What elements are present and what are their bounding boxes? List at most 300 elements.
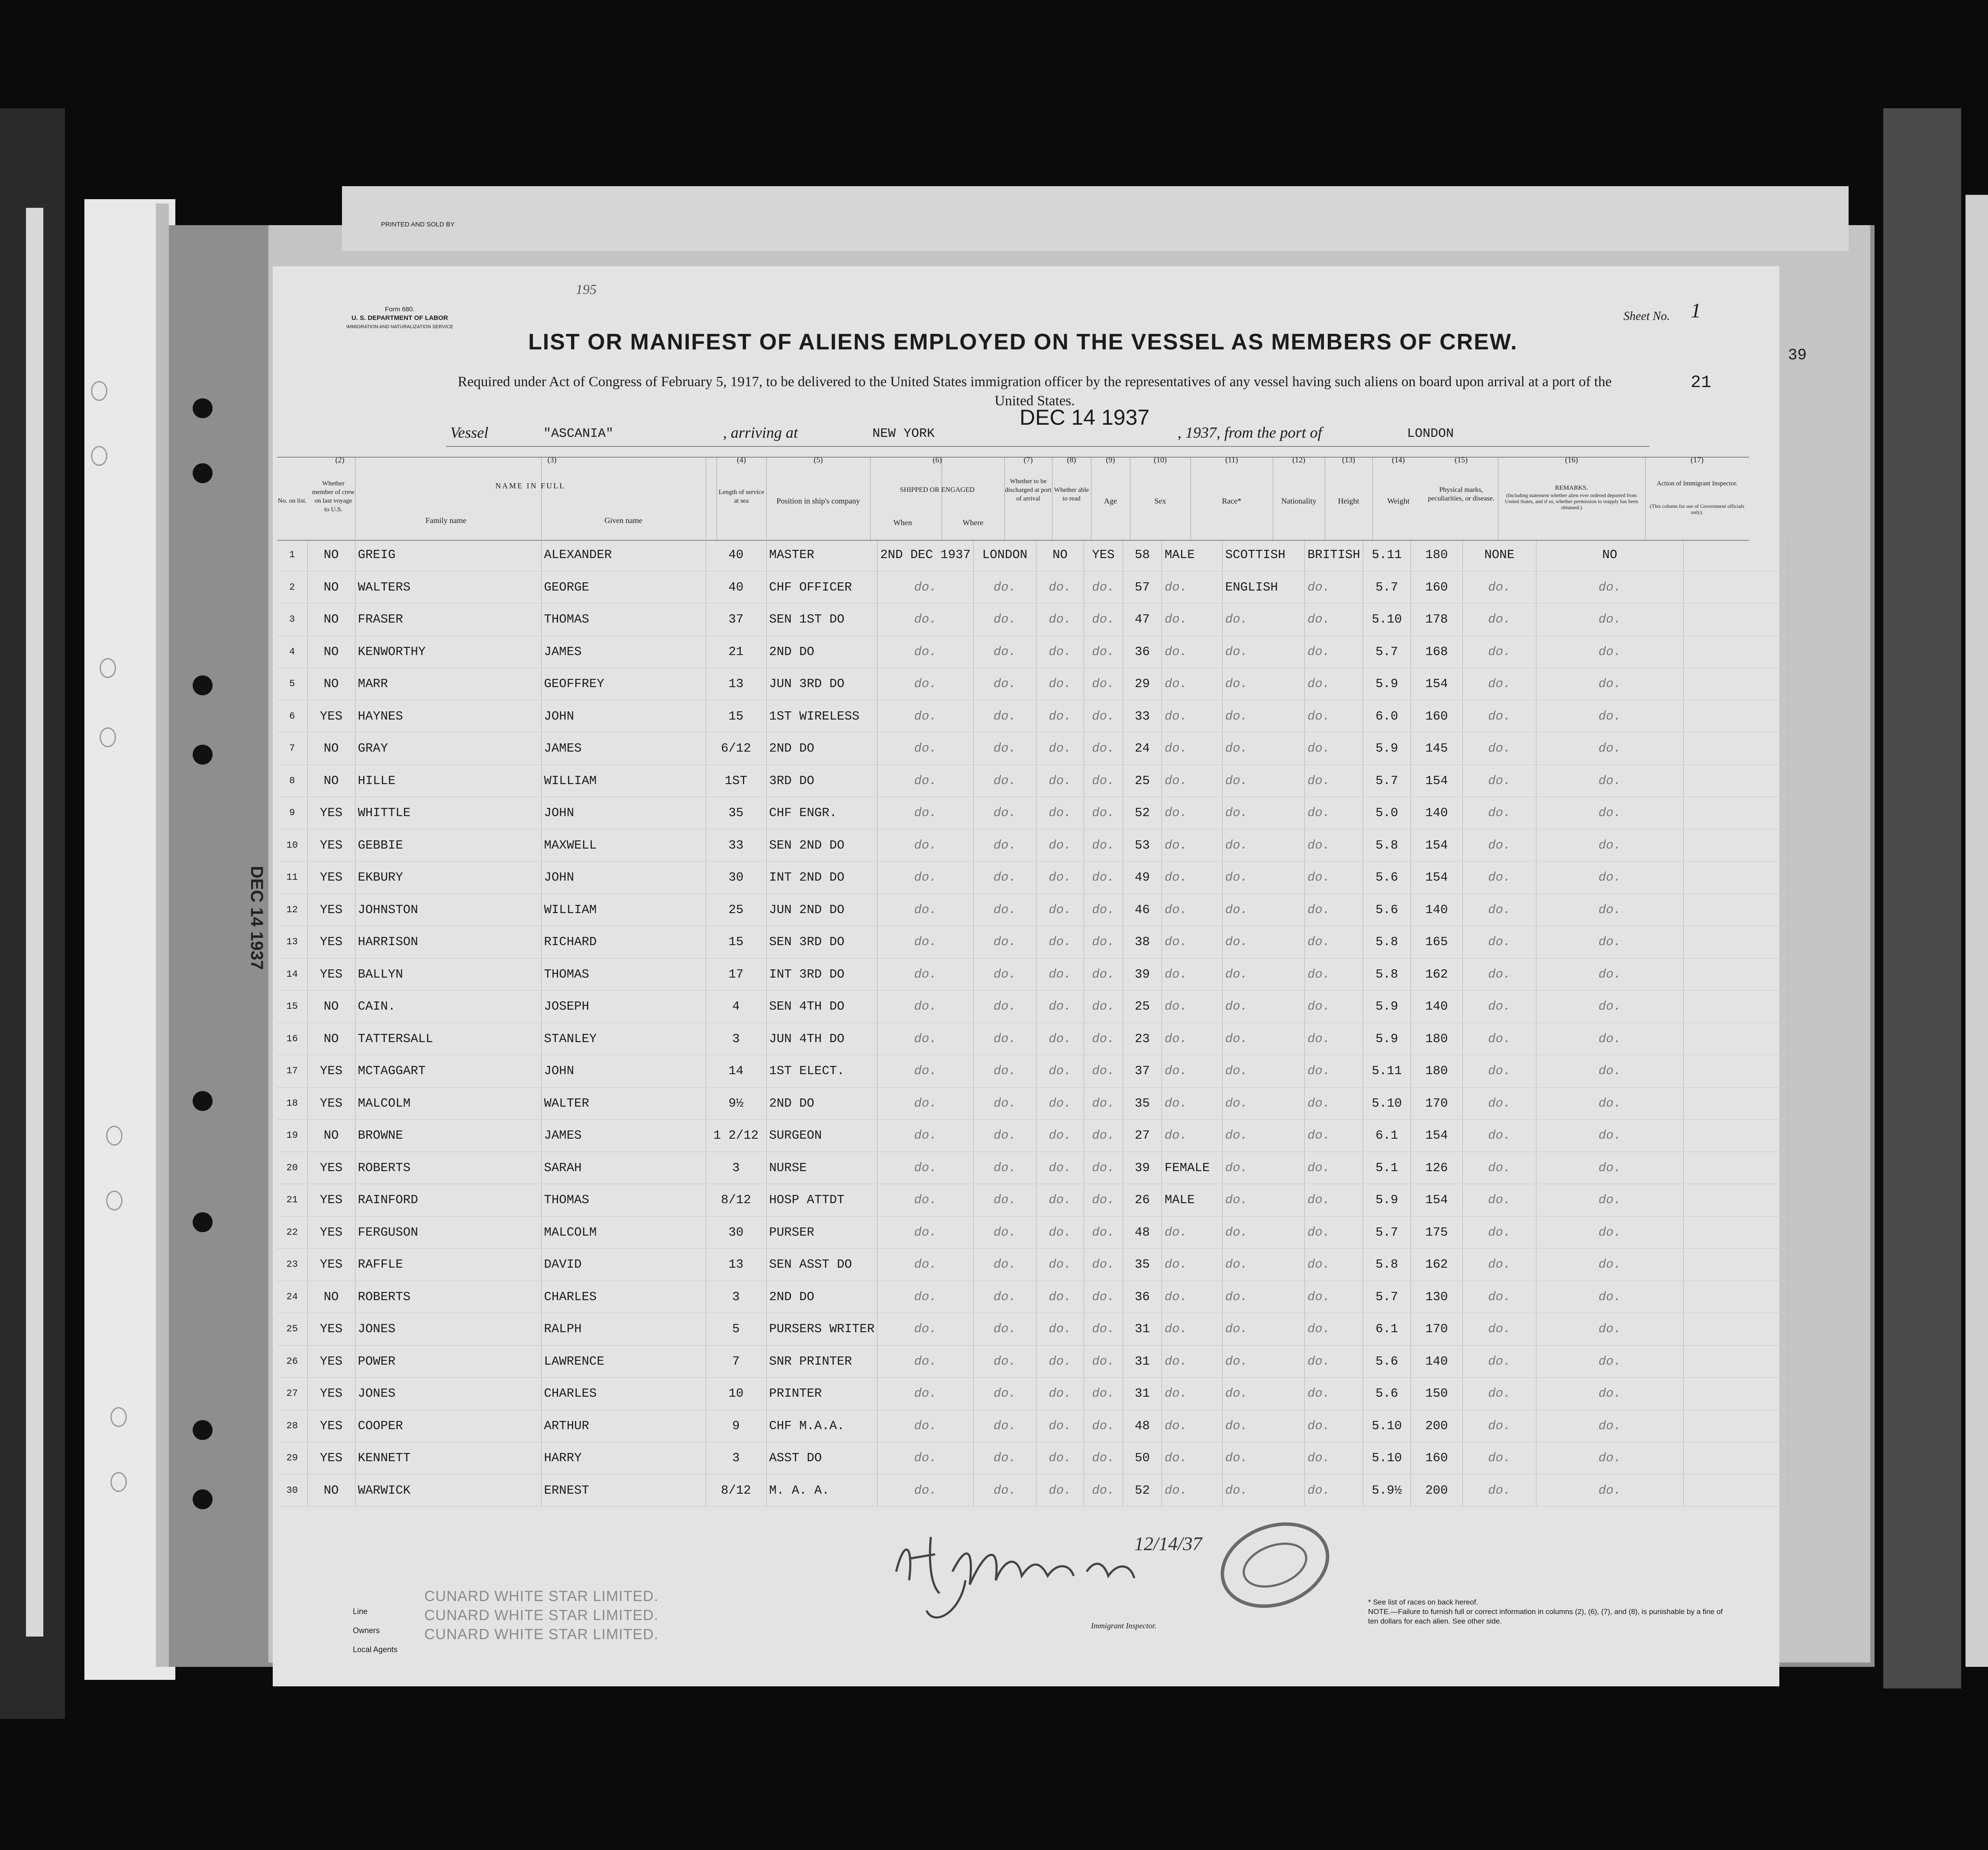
inspector-action-cell <box>1683 1152 1787 1184</box>
physical-marks-cell: do. <box>1462 797 1536 830</box>
shipped-when-cell: do. <box>878 1055 974 1088</box>
last-voyage-cell: YES <box>307 894 355 926</box>
shipped-where-cell: do. <box>973 1345 1036 1378</box>
race-cell: do. <box>1222 1410 1304 1442</box>
physical-marks-cell: do. <box>1462 1120 1536 1152</box>
weight-cell: 178 <box>1410 604 1462 636</box>
last-voyage-cell: NO <box>307 1120 355 1152</box>
position-cell: INT 2ND DO <box>766 862 878 894</box>
family-name-cell: MCTAGGART <box>355 1055 541 1088</box>
given-name-cell: JOHN <box>541 797 706 830</box>
sex-cell: do. <box>1162 1120 1222 1152</box>
shipped-when-cell: do. <box>878 1152 974 1184</box>
shipped-where-cell: do. <box>973 797 1036 830</box>
binder-hole <box>193 1212 213 1232</box>
sex-cell: do. <box>1162 1474 1222 1507</box>
height-cell: 5.11 <box>1363 539 1410 571</box>
agents-stamp: CUNARD WHITE STAR LIMITED. <box>424 1626 659 1643</box>
remarks-cell: NO <box>1536 539 1683 571</box>
age-cell: 39 <box>1123 1152 1162 1184</box>
discharged-cell: do. <box>1036 829 1084 862</box>
given-name-cell: ALEXANDER <box>541 539 706 571</box>
nationality-cell: do. <box>1304 1442 1363 1475</box>
discharged-cell: do. <box>1036 958 1084 991</box>
remarks-cell: do. <box>1536 894 1683 926</box>
table-row <box>277 1281 1787 1313</box>
age-cell: 47 <box>1123 604 1162 636</box>
nationality-cell: do. <box>1304 1345 1363 1378</box>
row-number: 8 <box>277 765 307 797</box>
last-voyage-cell: YES <box>307 862 355 894</box>
able-to-read-cell: do. <box>1084 797 1123 830</box>
hdr-shipped: SHIPPED OR ENGAGED <box>900 486 975 494</box>
age-cell: 52 <box>1123 797 1162 830</box>
inspector-action-cell <box>1683 926 1787 959</box>
remarks-cell: do. <box>1536 1410 1683 1442</box>
shipped-where-cell: do. <box>973 1313 1036 1346</box>
able-to-read-cell: do. <box>1084 829 1123 862</box>
given-name-cell: JOHN <box>541 862 706 894</box>
age-cell: 26 <box>1123 1184 1162 1217</box>
binder-ring <box>110 1472 127 1492</box>
shipped-where-cell: do. <box>973 571 1036 604</box>
shipped-when-cell: do. <box>878 668 974 701</box>
inspector-action-cell <box>1683 1281 1787 1313</box>
form-header-block <box>346 305 453 331</box>
col-num-17: (17) <box>1691 455 1704 464</box>
race-cell: do. <box>1222 797 1304 830</box>
weight-cell: 150 <box>1410 1378 1462 1410</box>
inspector-action-cell <box>1683 539 1787 571</box>
sex-cell: FEMALE <box>1162 1152 1222 1184</box>
physical-marks-cell: do. <box>1462 1378 1536 1410</box>
weight-cell: 154 <box>1410 668 1462 701</box>
discharged-cell: do. <box>1036 894 1084 926</box>
family-name-cell: GREIG <box>355 539 541 571</box>
given-name-cell: JOHN <box>541 700 706 733</box>
given-name-cell: THOMAS <box>541 604 706 636</box>
able-to-read-cell: do. <box>1084 1087 1123 1120</box>
able-to-read-cell: YES <box>1084 539 1123 571</box>
position-cell: PRINTER <box>766 1378 878 1410</box>
height-cell: 5.6 <box>1363 1378 1410 1410</box>
nationality-cell: do. <box>1304 926 1363 959</box>
last-voyage-cell: YES <box>307 1249 355 1281</box>
column-headers <box>277 457 1749 541</box>
table-row <box>277 1410 1787 1442</box>
sex-cell: do. <box>1162 668 1222 701</box>
row-number: 4 <box>277 636 307 668</box>
last-voyage-cell: NO <box>307 668 355 701</box>
age-cell: 38 <box>1123 926 1162 959</box>
remarks-cell: do. <box>1536 829 1683 862</box>
race-cell: do. <box>1222 991 1304 1023</box>
row-number: 22 <box>277 1216 307 1249</box>
family-name-cell: MALCOLM <box>355 1087 541 1120</box>
physical-marks-cell: do. <box>1462 991 1536 1023</box>
able-to-read-cell: do. <box>1084 765 1123 797</box>
age-cell: 50 <box>1123 1442 1162 1475</box>
able-to-read-cell: do. <box>1084 1120 1123 1152</box>
discharged-cell: do. <box>1036 733 1084 765</box>
col-num-3: (3) <box>547 455 557 464</box>
sex-cell: do. <box>1162 1055 1222 1088</box>
sex-cell: do. <box>1162 991 1222 1023</box>
last-voyage-cell: YES <box>307 1378 355 1410</box>
physical-marks-cell: do. <box>1462 1152 1536 1184</box>
last-voyage-cell: YES <box>307 1184 355 1217</box>
height-cell: 5.0 <box>1363 797 1410 830</box>
length-of-service-cell: 9½ <box>706 1087 766 1120</box>
physical-marks-cell: NONE <box>1462 539 1536 571</box>
physical-marks-cell: do. <box>1462 700 1536 733</box>
shipped-when-cell: do. <box>878 765 974 797</box>
table-row <box>277 797 1787 830</box>
age-cell: 48 <box>1123 1410 1162 1442</box>
hdr-able-read: Whether able to read <box>1054 487 1089 502</box>
weight-cell: 154 <box>1410 829 1462 862</box>
shipped-when-cell: do. <box>878 1216 974 1249</box>
row-number: 1 <box>277 539 307 571</box>
nationality-cell: do. <box>1304 571 1363 604</box>
race-cell: do. <box>1222 733 1304 765</box>
given-name-cell: CHARLES <box>541 1378 706 1410</box>
shipped-where-cell: do. <box>973 1055 1036 1088</box>
col-num-10: (10) <box>1154 455 1167 464</box>
shipped-when-cell: do. <box>878 571 974 604</box>
physical-marks-cell: do. <box>1462 958 1536 991</box>
table-row <box>277 1087 1787 1120</box>
height-cell: 6.1 <box>1363 1120 1410 1152</box>
inspector-action-cell <box>1683 1087 1787 1120</box>
physical-marks-cell: do. <box>1462 571 1536 604</box>
shipped-when-cell: do. <box>878 700 974 733</box>
age-cell: 37 <box>1123 1055 1162 1088</box>
hdr-where: Where <box>962 518 984 527</box>
last-voyage-cell: NO <box>307 765 355 797</box>
sex-cell: do. <box>1162 958 1222 991</box>
physical-marks-cell: do. <box>1462 1216 1536 1249</box>
nationality-cell: BRITISH <box>1304 539 1363 571</box>
physical-marks-cell: do. <box>1462 1442 1536 1475</box>
binder-hole <box>193 463 213 483</box>
table-row <box>277 1378 1787 1410</box>
able-to-read-cell: do. <box>1084 1442 1123 1475</box>
footer-note-races: * See list of races on back hereof. <box>1368 1598 1478 1606</box>
voyage-rule <box>446 446 1649 447</box>
given-name-cell: JOHN <box>541 1055 706 1088</box>
height-cell: 5.7 <box>1363 636 1410 668</box>
given-name-cell: THOMAS <box>541 1184 706 1217</box>
shipped-when-cell: do. <box>878 797 974 830</box>
remarks-cell: do. <box>1536 1023 1683 1055</box>
inspector-action-cell <box>1683 668 1787 701</box>
nationality-cell: do. <box>1304 1281 1363 1313</box>
family-name-cell: HAYNES <box>355 700 541 733</box>
position-cell: 1ST WIRELESS <box>766 700 878 733</box>
sex-cell: do. <box>1162 1378 1222 1410</box>
last-voyage-cell: YES <box>307 700 355 733</box>
discharged-cell: do. <box>1036 1313 1084 1346</box>
top-sheet <box>342 186 1849 251</box>
binder-ring <box>110 1407 127 1427</box>
height-cell: 5.8 <box>1363 926 1410 959</box>
table-row <box>277 829 1787 862</box>
able-to-read-cell: do. <box>1084 991 1123 1023</box>
family-name-cell: CAIN. <box>355 991 541 1023</box>
height-cell: 5.7 <box>1363 765 1410 797</box>
weight-cell: 130 <box>1410 1281 1462 1313</box>
table-row <box>277 1345 1787 1378</box>
discharged-cell: do. <box>1036 797 1084 830</box>
able-to-read-cell: do. <box>1084 604 1123 636</box>
printer-strip: PRINTED AND SOLD BY <box>381 221 455 228</box>
last-voyage-cell: NO <box>307 604 355 636</box>
binder-hole <box>193 745 213 765</box>
position-cell: 2ND DO <box>766 733 878 765</box>
able-to-read-cell: do. <box>1084 1249 1123 1281</box>
inspector-action-cell <box>1683 571 1787 604</box>
remarks-cell: do. <box>1536 1184 1683 1217</box>
weight-cell: 180 <box>1410 1023 1462 1055</box>
length-of-service-cell: 15 <box>706 700 766 733</box>
nationality-cell: do. <box>1304 1184 1363 1217</box>
table-row <box>277 604 1787 636</box>
shipped-when-cell: do. <box>878 991 974 1023</box>
nationality-cell: do. <box>1304 862 1363 894</box>
department: U. S. DEPARTMENT OF LABOR <box>351 314 448 322</box>
race-cell: do. <box>1222 926 1304 959</box>
remarks-cell: do. <box>1536 765 1683 797</box>
sex-cell: do. <box>1162 1249 1222 1281</box>
shipped-where-cell: do. <box>973 604 1036 636</box>
race-cell: do. <box>1222 1281 1304 1313</box>
shipped-where-cell: do. <box>973 700 1036 733</box>
footer-note-fine: NOTE.—Failure to furnish full or correct information in columns (2), (6), (7), and (8), is punishable by a fine of ten dollars for each alien. See other side. <box>1368 1608 1723 1625</box>
office-stamp <box>1212 1515 1338 1615</box>
discharged-cell: do. <box>1036 1023 1084 1055</box>
last-voyage-cell: NO <box>307 1474 355 1507</box>
shipped-when-cell: do. <box>878 1087 974 1120</box>
able-to-read-cell: do. <box>1084 926 1123 959</box>
col-num-11: (11) <box>1225 455 1238 464</box>
last-voyage-cell: YES <box>307 1055 355 1088</box>
height-cell: 5.9 <box>1363 668 1410 701</box>
shipped-where-cell: do. <box>973 926 1036 959</box>
length-of-service-cell: 3 <box>706 1023 766 1055</box>
discharged-cell: do. <box>1036 862 1084 894</box>
discharged-cell: do. <box>1036 1410 1084 1442</box>
col-num-12: (12) <box>1292 455 1305 464</box>
age-cell: 49 <box>1123 862 1162 894</box>
length-of-service-cell: 9 <box>706 1410 766 1442</box>
race-cell: do. <box>1222 862 1304 894</box>
nationality-cell: do. <box>1304 797 1363 830</box>
inspector-action-cell <box>1683 1184 1787 1217</box>
length-of-service-cell: 40 <box>706 539 766 571</box>
given-name-cell: JOSEPH <box>541 991 706 1023</box>
owners-label: Owners <box>353 1626 380 1635</box>
weight-cell: 160 <box>1410 1442 1462 1475</box>
height-cell: 5.8 <box>1363 1249 1410 1281</box>
physical-marks-cell: do. <box>1462 1055 1536 1088</box>
binder-hole <box>193 398 213 418</box>
last-voyage-cell: YES <box>307 829 355 862</box>
inspector-action-cell <box>1683 1249 1787 1281</box>
row-number: 26 <box>277 1345 307 1378</box>
shipped-when-cell: do. <box>878 1249 974 1281</box>
remarks-cell: do. <box>1536 571 1683 604</box>
discharged-cell: do. <box>1036 1345 1084 1378</box>
age-cell: 31 <box>1123 1313 1162 1346</box>
nationality-cell: do. <box>1304 1087 1363 1120</box>
sex-cell: do. <box>1162 1345 1222 1378</box>
shipped-when-cell: do. <box>878 604 974 636</box>
race-cell: do. <box>1222 1023 1304 1055</box>
position-cell: SEN ASST DO <box>766 1249 878 1281</box>
length-of-service-cell: 6/12 <box>706 733 766 765</box>
shipped-where-cell: do. <box>973 1120 1036 1152</box>
shipped-where-cell: do. <box>973 991 1036 1023</box>
able-to-read-cell: do. <box>1084 1378 1123 1410</box>
hdr-given-name: Given name <box>604 516 642 525</box>
length-of-service-cell: 3 <box>706 1442 766 1475</box>
length-of-service-cell: 3 <box>706 1152 766 1184</box>
sheet-label: Sheet No. <box>1623 310 1670 323</box>
length-of-service-cell: 1ST <box>706 765 766 797</box>
position-cell: SEN 2ND DO <box>766 829 878 862</box>
col-num-4: (4) <box>737 455 746 464</box>
sex-cell: do. <box>1162 733 1222 765</box>
inspector-action-cell <box>1683 1378 1787 1410</box>
nationality-cell: do. <box>1304 829 1363 862</box>
discharged-cell: do. <box>1036 1281 1084 1313</box>
given-name-cell: HARRY <box>541 1442 706 1475</box>
vessel-name: "ASCANIA" <box>543 426 614 441</box>
position-cell: JUN 4TH DO <box>766 1023 878 1055</box>
able-to-read-cell: do. <box>1084 862 1123 894</box>
family-name-cell: POWER <box>355 1345 541 1378</box>
physical-marks-cell: do. <box>1462 1281 1536 1313</box>
sex-cell: do. <box>1162 571 1222 604</box>
last-voyage-cell: NO <box>307 1281 355 1313</box>
position-cell: 1ST ELECT. <box>766 1055 878 1088</box>
family-name-cell: WALTERS <box>355 571 541 604</box>
position-cell: SEN 1ST DO <box>766 604 878 636</box>
hdr-name-in-full: NAME IN FULL <box>495 481 565 490</box>
hdr-weight: Weight <box>1387 497 1410 505</box>
shipped-where-cell: do. <box>973 1378 1036 1410</box>
age-cell: 35 <box>1123 1249 1162 1281</box>
able-to-read-cell: do. <box>1084 1474 1123 1507</box>
table-row <box>277 1442 1787 1475</box>
race-cell: do. <box>1222 1442 1304 1475</box>
position-cell: PURSERS WRITER <box>766 1313 878 1346</box>
given-name-cell: ARTHUR <box>541 1410 706 1442</box>
shipped-where-cell: do. <box>973 862 1036 894</box>
shipped-when-cell: do. <box>878 1023 974 1055</box>
col-num-2: (2) <box>335 455 345 464</box>
given-name-cell: THOMAS <box>541 958 706 991</box>
nationality-cell: do. <box>1304 1249 1363 1281</box>
shipped-when-cell: do. <box>878 829 974 862</box>
sex-cell: MALE <box>1162 1184 1222 1217</box>
able-to-read-cell: do. <box>1084 1410 1123 1442</box>
row-number: 11 <box>277 862 307 894</box>
able-to-read-cell: do. <box>1084 668 1123 701</box>
family-name-cell: FRASER <box>355 604 541 636</box>
race-cell: do. <box>1222 958 1304 991</box>
binder-hole <box>193 1420 213 1440</box>
nationality-cell: do. <box>1304 765 1363 797</box>
remarks-cell: do. <box>1536 1345 1683 1378</box>
last-voyage-cell: YES <box>307 958 355 991</box>
family-name-cell: COOPER <box>355 1410 541 1442</box>
given-name-cell: JAMES <box>541 1120 706 1152</box>
table-row <box>277 926 1787 959</box>
length-of-service-cell: 30 <box>706 862 766 894</box>
row-number: 21 <box>277 1184 307 1217</box>
discharged-cell: do. <box>1036 1184 1084 1217</box>
row-number: 20 <box>277 1152 307 1184</box>
able-to-read-cell: do. <box>1084 1216 1123 1249</box>
family-name-cell: WHITTLE <box>355 797 541 830</box>
shipped-where-cell: do. <box>973 1216 1036 1249</box>
last-voyage-cell: YES <box>307 1216 355 1249</box>
race-cell: do. <box>1222 1249 1304 1281</box>
row-number: 12 <box>277 894 307 926</box>
length-of-service-cell: 3 <box>706 1281 766 1313</box>
height-cell: 5.9 <box>1363 1184 1410 1217</box>
family-name-cell: HILLE <box>355 765 541 797</box>
age-cell: 31 <box>1123 1345 1162 1378</box>
shipped-when-cell: 2ND DEC 1937 <box>878 539 974 571</box>
remarks-cell: do. <box>1536 1442 1683 1475</box>
shipped-where-cell: do. <box>973 733 1036 765</box>
last-voyage-cell: YES <box>307 1410 355 1442</box>
hdr-nationality: Nationality <box>1281 497 1317 505</box>
row-number: 30 <box>277 1474 307 1507</box>
shipped-where-cell: LONDON <box>973 539 1036 571</box>
given-name-cell: MAXWELL <box>541 829 706 862</box>
line-label: Line <box>353 1607 368 1616</box>
hdr-race: Race* <box>1222 497 1242 505</box>
height-cell: 6.1 <box>1363 1313 1410 1346</box>
position-cell: SEN 3RD DO <box>766 926 878 959</box>
discharged-cell: do. <box>1036 1055 1084 1088</box>
age-cell: 24 <box>1123 733 1162 765</box>
race-cell: do. <box>1222 1378 1304 1410</box>
inspector-action-cell <box>1683 636 1787 668</box>
sex-cell: do. <box>1162 604 1222 636</box>
sex-cell: do. <box>1162 894 1222 926</box>
given-name-cell: MALCOLM <box>541 1216 706 1249</box>
binder-hole <box>193 1489 213 1509</box>
sex-cell: do. <box>1162 636 1222 668</box>
position-cell: 2ND DO <box>766 1087 878 1120</box>
physical-marks-cell: do. <box>1462 1184 1536 1217</box>
nationality-cell: do. <box>1304 1378 1363 1410</box>
position-cell: JUN 2ND DO <box>766 894 878 926</box>
given-name-cell: WILLIAM <box>541 894 706 926</box>
remarks-cell: do. <box>1536 991 1683 1023</box>
line-stamp: CUNARD WHITE STAR LIMITED. <box>424 1588 659 1605</box>
sex-cell: do. <box>1162 926 1222 959</box>
shipped-where-cell: do. <box>973 1023 1036 1055</box>
sex-cell: MALE <box>1162 539 1222 571</box>
weight-cell: 180 <box>1410 539 1462 571</box>
table-row <box>277 1216 1787 1249</box>
